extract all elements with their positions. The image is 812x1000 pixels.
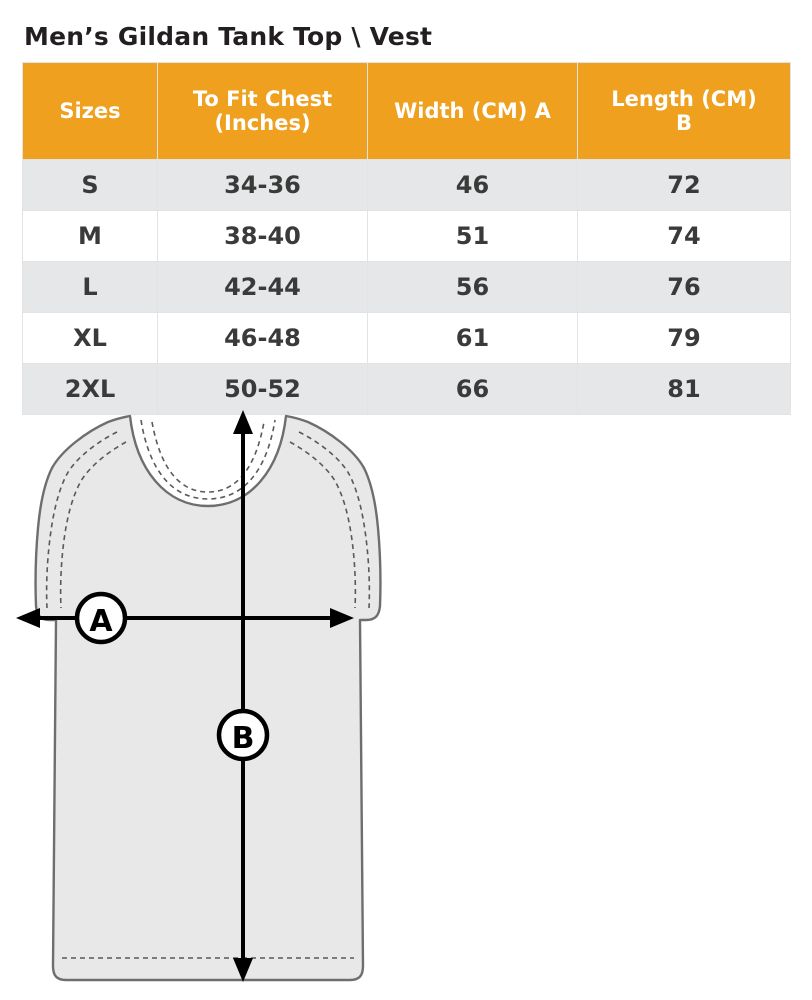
column-header-width-label: Width (CM) A (394, 98, 551, 123)
column-header-length-line1: Length (CM) (611, 86, 757, 111)
column-header-sizes-label: Sizes (59, 98, 121, 123)
cell-size: S (23, 160, 158, 211)
marker-a-label: A (89, 604, 113, 639)
cell-chest: 50-52 (158, 364, 368, 415)
table-header-row (23, 63, 791, 160)
column-header-length (578, 63, 791, 160)
cell-width: 51 (368, 211, 578, 262)
cell-chest: 34-36 (158, 160, 368, 211)
cell-length: 79 (578, 313, 791, 364)
column-header-chest-line2: (Inches) (214, 111, 311, 135)
garment-diagram (0, 410, 812, 1000)
marker-b-label: B (231, 721, 255, 756)
cell-width: 46 (368, 160, 578, 211)
cell-length: 74 (578, 211, 791, 262)
page-title: Men’s Gildan Tank Top \ Vest (24, 22, 433, 51)
table-row (23, 313, 791, 364)
column-header-chest (158, 63, 368, 160)
table-row (23, 211, 791, 262)
cell-chest: 46-48 (158, 313, 368, 364)
cell-width: 61 (368, 313, 578, 364)
cell-width: 56 (368, 262, 578, 313)
cell-size: M (23, 211, 158, 262)
cell-chest: 38-40 (158, 211, 368, 262)
cell-size: XL (23, 313, 158, 364)
cell-length: 72 (578, 160, 791, 211)
cell-width: 66 (368, 364, 578, 415)
tank-top-outline (36, 416, 381, 980)
column-header-chest-line1: To Fit Chest (192, 86, 333, 111)
cell-length: 81 (578, 364, 791, 415)
table-row (23, 364, 791, 415)
column-header-sizes (23, 63, 158, 160)
cell-size: L (23, 262, 158, 313)
size-table (22, 62, 791, 415)
table-row (23, 160, 791, 211)
column-header-length-line2: B (675, 111, 692, 135)
cell-chest: 42-44 (158, 262, 368, 313)
table-row (23, 262, 791, 313)
column-header-width (368, 63, 578, 160)
cell-size: 2XL (23, 364, 158, 415)
cell-length: 76 (578, 262, 791, 313)
